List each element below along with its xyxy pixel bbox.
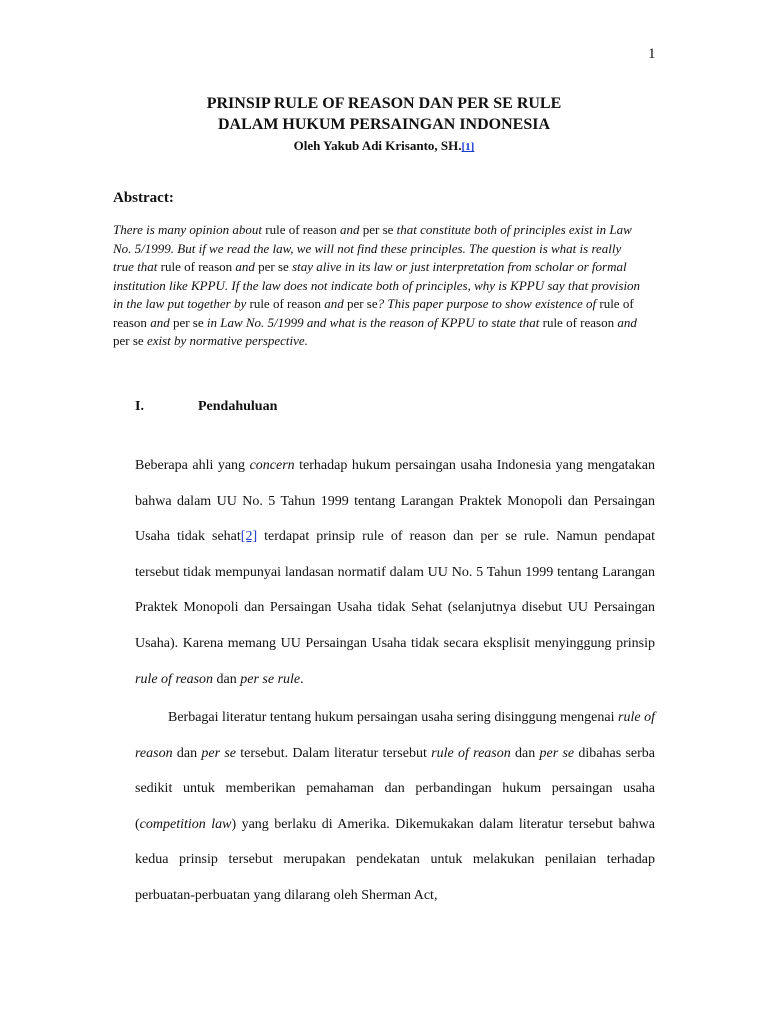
section-number: I. — [135, 399, 144, 414]
emphasis-per-se-rule: per se rule — [240, 671, 301, 687]
abstract-term-segment: rule of reason — [249, 296, 325, 311]
paragraph-2-text: tersebut. Dalam literatur tersebut — [235, 745, 432, 761]
abstract-term-segment: per se — [362, 222, 397, 237]
paragraph-2-text: ) yang berlaku di Amerika. Dikemukakan dalam literatur tersebut bahwa kedua prinsip tersebut merupakan pendekatan untuk melakukan penilaian terhadap perbuatan-perbuatan yang dilarang oleh Sherman Act, — [135, 816, 656, 903]
emphasis-rule-of-reason: rule of reason — [135, 710, 655, 761]
paragraph-1-text: terhadap hukum persaingan usaha Indonesia yang mengatakan bahwa dalam UU No. 5 Tahun 1999 tentang Larangan Praktek Monopoli dan Persaingan Usaha tidak sehat — [135, 458, 656, 545]
author-line — [0, 138, 768, 154]
abstract-italic-segment: and — [150, 314, 173, 330]
paragraph-1-text: terdapat prinsip rule of reason dan per se rule. Namun pendapat tersebut tidak mempunyai landasan normatif dalam UU No. 5 Tahun 1999 tentang Larangan Praktek Monopoli dan Persaingan Usaha tidak Sehat (selanjutnya disebut UU Persaingan Usaha). Karena memang UU Persaingan Usaha tidak secara eksplisit menyinggung prinsip — [135, 529, 655, 651]
abstract-term-segment: per se — [172, 314, 207, 330]
title-line-1: PRINSIP RULE OF REASON DAN PER SE RULE — [206, 95, 562, 112]
paragraph-1-text: . — [300, 671, 304, 687]
abstract-italic-segment: stay alive in its law or just interpretation from scholar or formal institution like KPPU. If the law does not indicate both of principles, why is KPPU say that provision in the law put together by — [113, 259, 641, 311]
abstract-italic-segment: and — [324, 296, 347, 311]
abstract-italic-segment: and — [339, 222, 363, 237]
emphasis-per-se: per se — [539, 745, 575, 761]
abstract-italic-segment: and — [617, 314, 637, 330]
abstract-term-segment: per se — [346, 296, 378, 311]
paragraph-2-text: dan — [172, 745, 202, 761]
emphasis-per-se: per se — [201, 745, 236, 761]
abstract-italic-segment: in Law No. 5/1999 and what is the reason of KPPU to state that — [206, 314, 543, 330]
emphasis-competition-law: competition law — [139, 816, 232, 832]
abstract-term-segment: rule of reason — [160, 259, 236, 274]
abstract-italic-segment: and — [235, 259, 259, 274]
emphasis-concern: concern — [249, 458, 295, 473]
author-name: Oleh Yakub Adi Krisanto, SH. — [293, 138, 462, 153]
abstract-heading: Abstract: — [113, 190, 174, 206]
paragraph-2 — [135, 700, 655, 914]
abstract-term-segment: rule of reason — [265, 222, 340, 237]
section-title: Pendahuluan — [198, 399, 278, 414]
abstract-term-segment: rule of reason — [113, 296, 634, 330]
page-number: 1 — [648, 46, 656, 62]
abstract-term-segment: rule of reason — [542, 314, 618, 330]
abstract-text — [113, 221, 645, 351]
paragraph-2-text: Berbagai literatur tentang hukum persaingan usaha sering disinggung mengenai — [168, 710, 619, 725]
paragraph-1-text: Beberapa ahli yang — [135, 458, 250, 473]
emphasis-rule-of-reason: rule of reason — [135, 671, 214, 687]
footnote-link-2[interactable]: [2] — [240, 529, 258, 545]
title-line-2: DALAM HUKUM PERSAINGAN INDONESIA — [217, 116, 550, 133]
abstract-italic-segment: ? This paper purpose to show existence of — [377, 296, 600, 311]
paragraph-1-text: dan — [213, 671, 241, 687]
emphasis-rule-of-reason: rule of reason — [431, 745, 511, 761]
footnote-link-1[interactable]: [1] — [461, 141, 475, 153]
abstract-term-segment: per se — [258, 259, 293, 274]
paragraph-2-text: dan — [510, 745, 540, 761]
abstract-term-segment: per se — [113, 333, 147, 348]
abstract-italic-segment: exist by normative perspective. — [146, 333, 308, 348]
abstract-italic-segment: There is many opinion about — [113, 222, 266, 237]
paragraph-2-text: dibahas serba sedikit untuk memberikan pemahaman dan perbandingan hukum persaingan usaha ( — [135, 745, 656, 832]
paragraph-1 — [135, 448, 655, 697]
abstract-italic-segment: that constitute both of principles exist in Law No. 5/1999. But if we read the law, we will not find these principles. The question is what is really true that — [113, 222, 632, 274]
